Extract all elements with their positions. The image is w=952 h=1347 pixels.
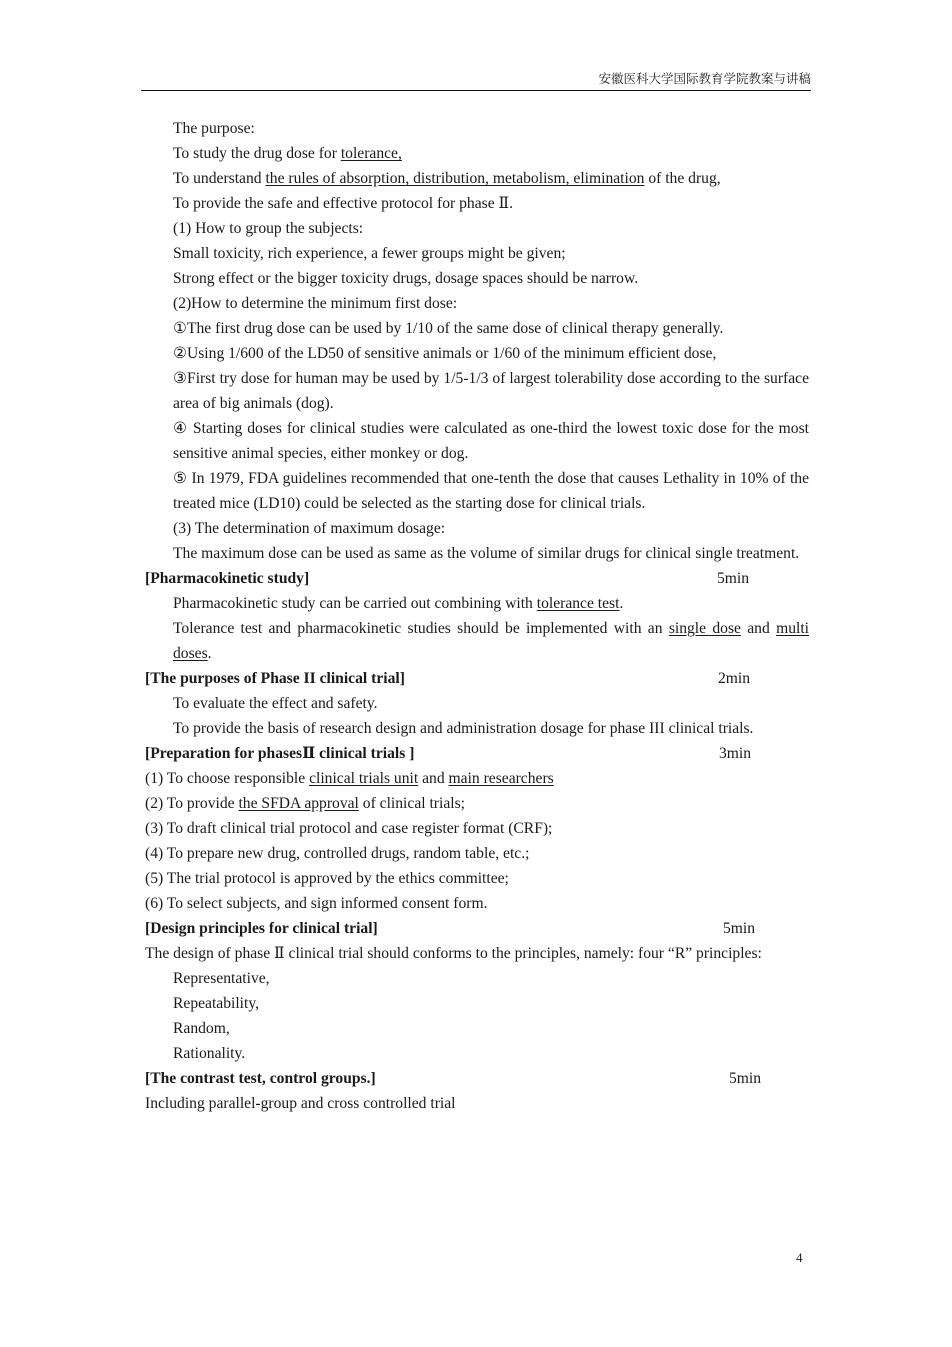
page-header <box>141 68 811 91</box>
design-heading <box>145 916 809 941</box>
sfda-approval-term: the SFDA approval <box>238 795 359 812</box>
max-dose-text: The maximum dose can be used as same as the volume of similar drugs for clinical single treatment. <box>173 545 800 562</box>
preparation-item-1 <box>145 766 809 791</box>
design-time: 5min <box>723 920 756 937</box>
contrast-heading <box>145 1066 809 1091</box>
design-heading-text: [Design principles for clinical trial] <box>145 920 378 937</box>
pk-line-1-suffix: . <box>619 595 624 612</box>
pk-line-2-prefix: Tolerance test and pharmacokinetic studies should be implemented with an <box>173 620 669 637</box>
contrast-heading-text: [The contrast test, control groups.] <box>145 1070 376 1087</box>
tolerance-term: tolerance, <box>340 145 402 162</box>
prep-item-2-prefix: (2) To provide <box>145 795 239 812</box>
group-title: (1) How to group the subjects: <box>173 220 364 237</box>
document-body <box>145 116 809 1116</box>
page-number: 4 <box>796 1250 803 1265</box>
contrast-text: Including parallel-group and cross controlled trial <box>145 1095 456 1112</box>
purpose-provide-line: To provide the safe and effective protocol for phase Ⅱ. <box>173 195 514 212</box>
purpose-study-line <box>145 141 809 166</box>
dose-item-1: ①The first drug dose can be used by 1/10 of the same dose of clinical therapy generally. <box>173 320 724 337</box>
preparation-item-3: (3) To draft clinical trial protocol and case register format (CRF); <box>145 820 553 837</box>
preparation-item-4: (4) To prepare new drug, controlled drugs, random table, etc.; <box>145 845 530 862</box>
pk-line-2-mid: and <box>740 620 777 637</box>
dose-item-3: ③First try dose for human may be used by 1/5-1/3 of largest tolerability dose according to the surface area of big animals (dog). <box>173 370 809 412</box>
dose-item-5: ⑤ In 1979, FDA guidelines recommended that one-tenth the dose that causes Lethality in 10% of the treated mice (LD10) could be selected as the starting dose for clinical trials. <box>173 470 809 512</box>
main-researchers-term: main researchers <box>448 770 554 787</box>
header-title: 安徽医科大学国际教育学院教案与讲稿 <box>598 71 811 86</box>
phase2-purposes-heading <box>145 666 809 691</box>
max-dose-title: (3) The determination of maximum dosage: <box>173 520 446 537</box>
phase2-purpose-line-2: To provide the basis of research design and administration dosage for phase III clinical trials. <box>173 720 754 737</box>
principle-repeatability: Repeatability, <box>173 995 260 1012</box>
principle-random: Random, <box>173 1020 230 1037</box>
understand-suffix: of the drug, <box>644 170 721 187</box>
preparation-item-5: (5) The trial protocol is approved by the ethics committee; <box>145 870 509 887</box>
preparation-heading <box>145 741 809 766</box>
preparation-item-6: (6) To select subjects, and sign informed consent form. <box>145 895 488 912</box>
study-prefix: To study the drug dose for <box>173 145 341 162</box>
contrast-time: 5min <box>729 1070 762 1087</box>
prep-item-1-prefix: (1) To choose responsible <box>145 770 310 787</box>
phase2-purposes-time: 2min <box>718 670 751 687</box>
pk-heading-text: [Pharmacokinetic study] <box>145 570 310 587</box>
preparation-item-2 <box>145 791 809 816</box>
min-dose-title: (2)How to determine the minimum first dose: <box>173 295 458 312</box>
principle-rationality: Rationality. <box>173 1045 246 1062</box>
tolerance-test-term: tolerance test <box>536 595 620 612</box>
single-dose-term: single dose <box>668 620 741 637</box>
phase2-purposes-heading-text: [The purposes of Phase II clinical trial] <box>145 670 405 687</box>
prep-item-1-mid: and <box>418 770 449 787</box>
adme-term: the rules of absorption, distribution, metabolism, elimination <box>265 170 645 187</box>
pk-line-1 <box>145 591 809 616</box>
principle-representative: Representative, <box>173 970 270 987</box>
dose-item-4: ④ Starting doses for clinical studies were calculated as one-third the lowest toxic dose for the most sensitive animal species, either monkey or dog. <box>173 420 809 462</box>
group-line-2: Strong effect or the bigger toxicity drugs, dosage spaces should be narrow. <box>173 270 639 287</box>
pk-time: 5min <box>717 570 750 587</box>
group-line-1: Small toxicity, rich experience, a fewer groups might be given; <box>173 245 566 262</box>
understand-prefix: To understand <box>173 170 266 187</box>
purpose-title: The purpose: <box>173 120 255 137</box>
clinical-trials-unit-term: clinical trials unit <box>309 770 419 787</box>
pk-line-2 <box>145 616 809 666</box>
dose-item-2: ②Using 1/600 of the LD50 of sensitive animals or 1/60 of the minimum efficient dose, <box>173 345 717 362</box>
pk-heading <box>145 566 809 591</box>
pk-line-1-prefix: Pharmacokinetic study can be carried out combining with <box>173 595 537 612</box>
multi-doses-term: multi doses <box>173 620 810 662</box>
pk-line-2-suffix: . <box>207 645 212 662</box>
preparation-heading-text: [Preparation for phasesⅡ clinical trials ] <box>145 745 415 762</box>
preparation-time: 3min <box>719 745 752 762</box>
design-intro: The design of phase Ⅱ clinical trial should conforms to the principles, namely: four “R” principles: <box>145 945 762 962</box>
purpose-understand-line <box>145 166 809 191</box>
phase2-purpose-line-1: To evaluate the effect and safety. <box>173 695 378 712</box>
prep-item-2-suffix: of clinical trials; <box>358 795 465 812</box>
